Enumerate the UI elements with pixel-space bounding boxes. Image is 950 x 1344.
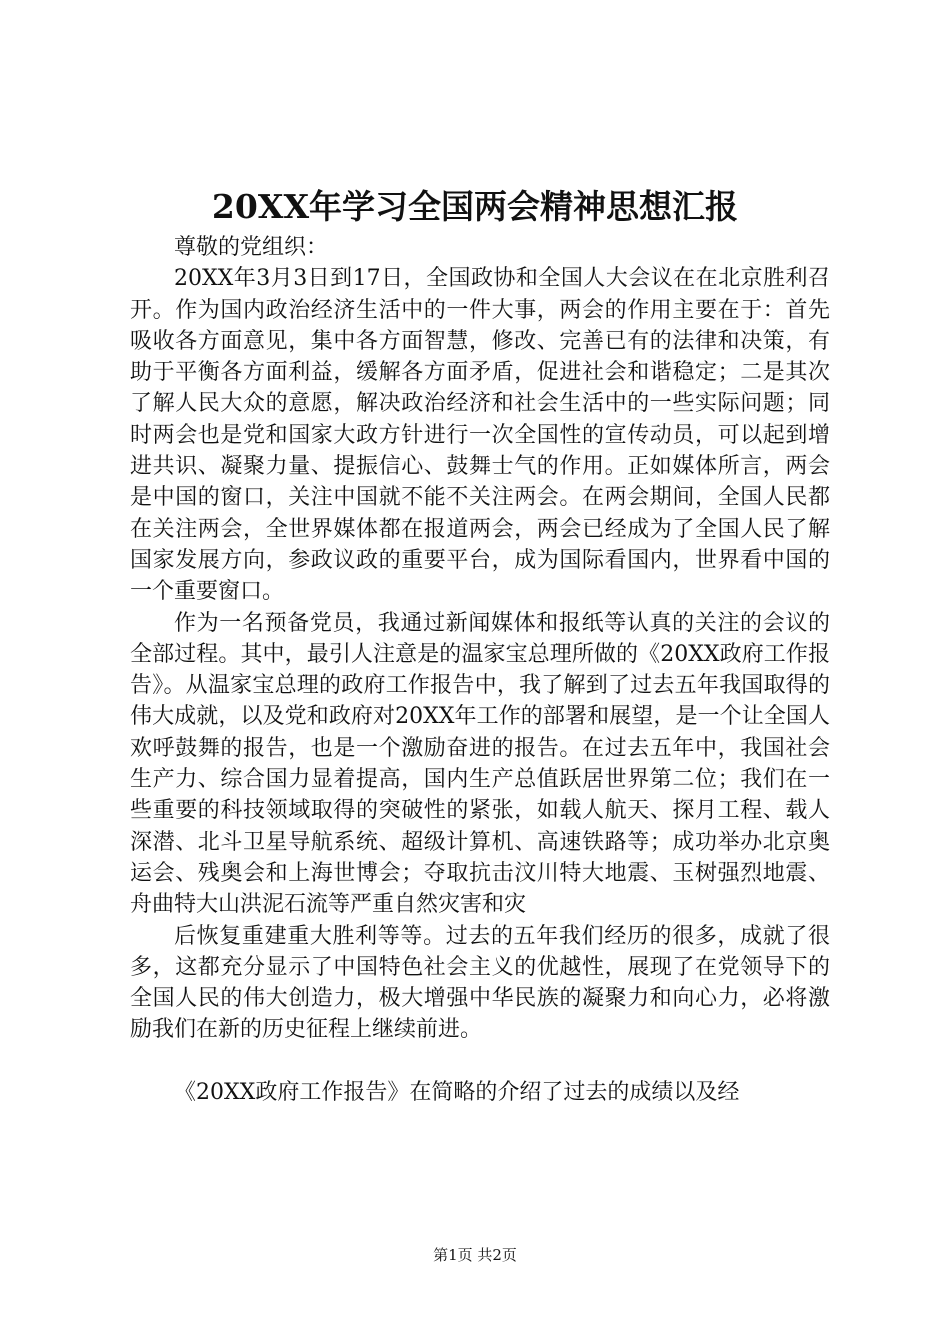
page-footer: 第1页 共2页 bbox=[433, 1246, 517, 1264]
document-body bbox=[130, 232, 830, 1108]
paragraph-2: 作为一名预备党员，我通过新闻媒体和报纸等认真的关注的会议的全部过程。其中，最引人注意是的温家宝总理所做的《20XX政府工作报告》。从温家宝总理的政府工作报告中，我了解到了过去五年我国取得的伟大成就，以及党和政府对20XX年工作的部署和展望，是一个让全国人欢呼鼓舞的报告，也是一个激励奋进的报告。在过去五年中，我国社会生产力、综合国力显着提高，国内生产总值跃居世界第二位；我们在一些重要的科技领域取得的突破性的紧张，如载人航天、探月工程、载人深潜、北斗卫星导航系统、超级计算机、高速铁路等；成功举办北京奥运会、残奥会和上海世博会；夺取抗击汶川特大地震、玉树强烈地震、舟曲特大山洪泥石流等严重自然灾害和灾 bbox=[130, 610, 830, 918]
paragraph-3: 后恢复重建重大胜利等等。过去的五年我们经历的很多，成就了很多，这都充分显示了中国特色社会主义的优越性，展现了在党领导下的全国人民的伟大创造力，极大增强中华民族的凝聚力和向心力，必将激励我们在新的历史征程上继续前进。 bbox=[130, 923, 830, 1043]
document-title: 20XX年学习全国两会精神思想汇报 bbox=[211, 187, 739, 226]
paragraph-4: 《20XX政府工作报告》在简略的介绍了过去的成绩以及经 bbox=[174, 1079, 740, 1105]
salutation: 尊敬的党组织： bbox=[174, 235, 329, 260]
paragraph-1: 20XX年3月3日到17日，全国政协和全国人大会议在在北京胜利召开。作为国内政治经济生活中的一件大事，两会的作用主要在于：首先吸收各方面意见，集中各方面智慧，修改、完善已有的法律和决策，有助于平衡各方面利益，缓解各方面矛盾，促进社会和谐稳定；二是其次了解人民大众的意愿，解决政治经济和社会生活中的一些实际问题；同时两会也是党和国家大政方针进行一次全国性的宣传动员，可以起到增进共识、凝聚力量、提振信心、鼓舞士气的作用。正如媒体所言，两会是中国的窗口，关注中国就不能不关注两会。在两会期间，全国人民都在关注两会，全世界媒体都在报道两会，两会已经成为了全国人民了解国家发展方向，参政议政的重要平台，成为国际看国内，世界看中国的一个重要窗口。 bbox=[130, 266, 830, 605]
